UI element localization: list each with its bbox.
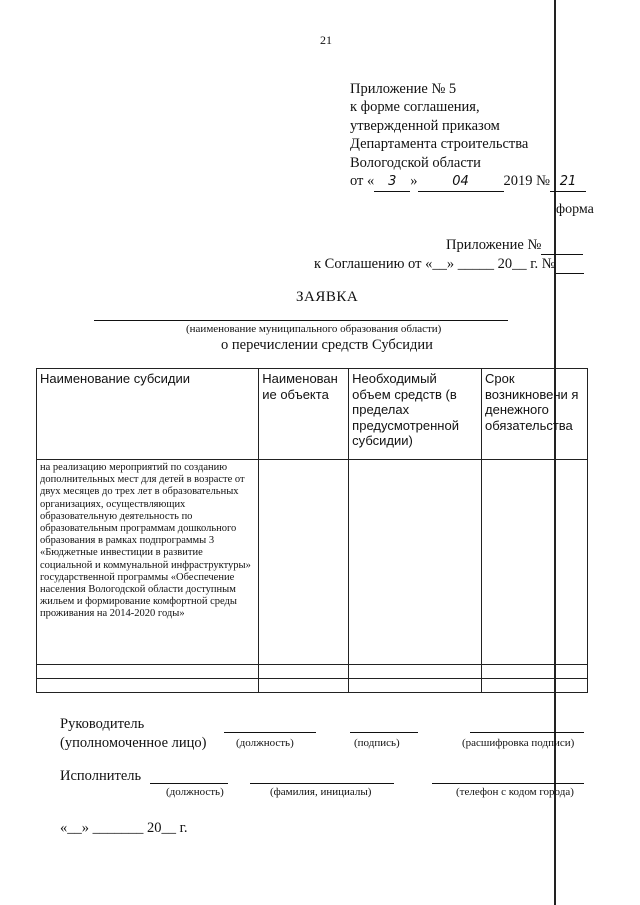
position-note: (должность) xyxy=(236,737,294,749)
municipality-note: (наименование муниципального образования области) xyxy=(186,323,442,335)
exec-position-line xyxy=(150,783,228,784)
position-line xyxy=(224,732,316,733)
header-obligation-date: Срок возникновени я денежного обязательства xyxy=(482,369,588,460)
cell-funds[interactable] xyxy=(349,460,482,665)
handwritten-number: 21 xyxy=(550,173,586,192)
date-line: «__» _______ 20__ г. xyxy=(60,820,188,836)
exec-name-note: (фамилия, инициалы) xyxy=(270,786,372,798)
page-number: 21 xyxy=(320,33,332,47)
empty-cell[interactable] xyxy=(482,665,588,679)
cell-date[interactable] xyxy=(482,460,588,665)
appendix-number-text: Приложение № xyxy=(446,237,542,253)
subtitle: о перечислении средств Субсидии xyxy=(221,337,433,353)
subsidy-description: на реализацию мероприятий по созданию дополнительных мест для детей в возрасте от двух месяцев до трех лет в образовательных организациях, осуществляющих образовательную деятельность по образовательным программам дошкольного образования в рамках подпрограммы 3 «Бюджетные инвестиции в развитие социальной и коммунальной инфраструктуры» государственной программы «Обеспечение населения Вологодской области доступным жильем и формирование комфортной среды проживания на 2014-2020 годы» xyxy=(37,460,259,665)
empty-cell[interactable] xyxy=(349,665,482,679)
decoding-line xyxy=(470,732,584,733)
table-row xyxy=(37,665,588,679)
agreement-line xyxy=(314,256,584,274)
date-prefix: от « xyxy=(350,173,375,190)
appendix-number-label xyxy=(446,237,583,255)
handwritten-month: 04 xyxy=(418,173,504,192)
decoding-note: (расшифровка подписи) xyxy=(462,737,575,749)
executor-label: Исполнитель xyxy=(60,768,142,784)
head-sublabel: (уполномоченное лицо) xyxy=(60,735,207,751)
appendix-date-line xyxy=(350,172,600,192)
table-header-row xyxy=(37,369,588,460)
head-label: Руководитель xyxy=(60,716,145,732)
header-object-name: Наименован ие объекта xyxy=(259,369,349,460)
document-title: ЗАЯВКА xyxy=(296,289,359,305)
header-subsidy-name: Наименование субсидии xyxy=(37,369,259,460)
request-table xyxy=(36,368,588,693)
empty-cell[interactable] xyxy=(37,665,259,679)
cell-object[interactable] xyxy=(259,460,349,665)
table-row xyxy=(37,460,588,665)
appendix-line-5: Вологодской области xyxy=(350,154,481,171)
appendix-line-2: к форме соглашения, xyxy=(350,99,480,116)
exec-phone-line xyxy=(432,783,584,784)
empty-cell[interactable] xyxy=(259,679,349,693)
empty-cell[interactable] xyxy=(259,665,349,679)
forma-label: форма xyxy=(556,202,594,217)
date-year: 2019 № xyxy=(503,173,550,190)
exec-name-line xyxy=(250,783,394,784)
date-quote: » xyxy=(410,173,418,190)
empty-cell[interactable] xyxy=(37,679,259,693)
appendix-line-1: Приложение № 5 xyxy=(350,81,457,97)
empty-cell[interactable] xyxy=(482,679,588,693)
signature-line xyxy=(350,732,418,733)
appendix-line-4: Департамента строительства xyxy=(350,136,529,153)
handwritten-day: 3 xyxy=(374,173,410,192)
agreement-text: к Соглашению от «__» _____ 20__ г. № xyxy=(314,256,556,272)
table-row xyxy=(37,679,588,693)
exec-phone-note: (телефон с кодом города) xyxy=(456,786,574,798)
signature-note: (подпись) xyxy=(354,737,400,749)
appendix-header xyxy=(350,80,600,192)
appendix-line-3: утвержденной приказом xyxy=(350,117,500,134)
header-required-funds: Необходимый объем средств (в пределах предусмотренной субсидии) xyxy=(349,369,482,460)
municipality-fill-line xyxy=(94,320,508,321)
empty-cell[interactable] xyxy=(349,679,482,693)
exec-position-note: (должность) xyxy=(166,786,224,798)
